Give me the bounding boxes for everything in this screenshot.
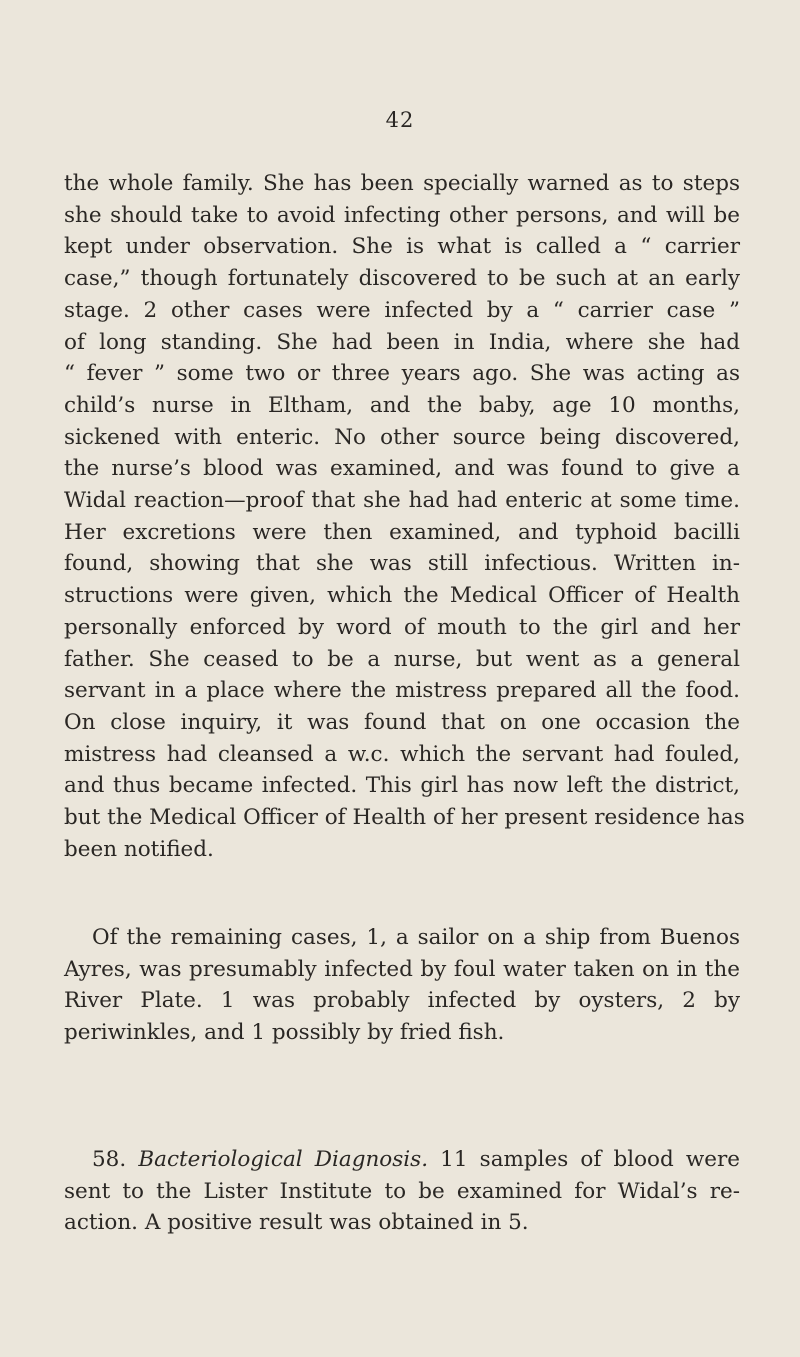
section-heading: Bacteriological Diagnosis.: [138, 1147, 429, 1172]
text-line: stage. 2 other cases were infected by a “ carrier case ”: [64, 297, 740, 323]
text-line: “ fever ” some two or three years ago. She was acting as: [64, 361, 740, 387]
text-fragment: 11 samples of blood were: [440, 1147, 740, 1172]
text-line: been notified.: [64, 836, 214, 862]
text-line: father. She ceased to be a nurse, but went as a general: [64, 646, 740, 672]
paragraph-remaining-cases: [64, 922, 740, 1049]
text-line: found, showing that she was still infectious. Written in-: [64, 551, 740, 577]
text-line: servant in a place where the mistress prepared all the food.: [64, 678, 740, 704]
text-line: kept under observation. She is what is called a “ carrier: [64, 234, 740, 260]
text-line: On close inquiry, it was found that on one occasion the: [64, 709, 740, 735]
page-number: 42: [385, 108, 415, 132]
text-line: the nurse’s blood was examined, and was found to give a: [64, 456, 740, 482]
text-line: she should take to avoid infecting other persons, and will be: [64, 202, 740, 228]
text-line: structions were given, which the Medical Officer of Health: [64, 583, 740, 609]
text-line: periwinkles, and 1 possibly by fried fish.: [64, 1020, 505, 1046]
text-line: action. A positive result was obtained in 5.: [64, 1210, 529, 1236]
text-line: sent to the Lister Institute to be examined for Widal’s re-: [64, 1178, 740, 1204]
text-line: child’s nurse in Eltham, and the baby, age 10 months,: [64, 392, 740, 418]
text-line: but the Medical Officer of Health of her present residence has: [64, 805, 745, 831]
text-line: Her excretions were then examined, and typhoid bacilli: [64, 519, 740, 545]
paragraph-family-carrier: [64, 168, 745, 865]
section-number: 58.: [92, 1147, 127, 1172]
text-line: the whole family. She has been specially warned as to steps: [64, 171, 740, 196]
text-line: mistress had cleansed a w.c. which the servant had fouled,: [64, 741, 740, 767]
text-line: sickened with enteric. No other source being discovered,: [64, 424, 740, 450]
text-line: and thus became infected. This girl has now left the district,: [64, 773, 740, 799]
text-line: of long standing. She had been in India, where she had: [64, 329, 740, 355]
text-line: Of the remaining cases, 1, a sailor on a ship from Buenos: [92, 925, 740, 950]
text-line: [64, 1144, 740, 1176]
text-line: River Plate. 1 was probably infected by oysters, 2 by: [64, 988, 740, 1014]
text-line: Ayres, was presumably infected by foul water taken on in the: [64, 956, 740, 982]
text-line: Widal reaction—proof that she had had enteric at some time.: [64, 488, 740, 514]
paragraph-bacteriological-diagnosis: [64, 1144, 740, 1239]
text-line: personally enforced by word of mouth to the girl and her: [64, 614, 740, 640]
text-line: case,” though fortunately discovered to be such at an early: [64, 266, 740, 292]
